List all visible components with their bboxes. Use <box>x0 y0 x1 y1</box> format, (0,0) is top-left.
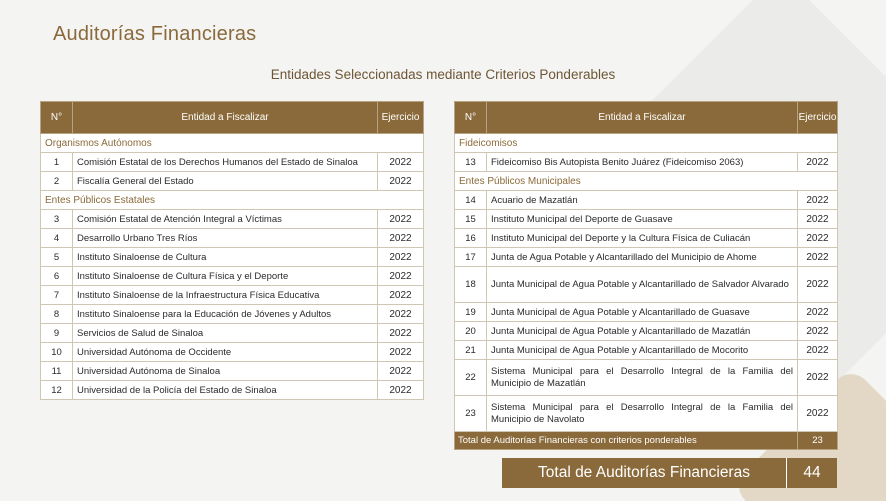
table-row <box>41 362 424 381</box>
fiscal-year: 2022 <box>378 362 424 381</box>
row-number: 21 <box>455 341 487 360</box>
section-row <box>455 134 838 153</box>
page-title: Auditorías Financieras <box>53 23 257 45</box>
grand-total-value: 44 <box>803 464 821 481</box>
grand-total-label: Total de Auditorías Financieras <box>502 458 787 488</box>
fiscal-year: 2022 <box>378 248 424 267</box>
entity-name: Universidad Autónoma de Occidente <box>73 343 378 362</box>
row-number: 3 <box>41 210 73 229</box>
entity-name: Junta Municipal de Agua Potable y Alcantarillado de Salvador Alvarado <box>487 267 798 303</box>
row-number: 15 <box>455 210 487 229</box>
table-row <box>455 229 838 248</box>
table-row <box>41 343 424 362</box>
fiscal-year: 2022 <box>798 191 838 210</box>
fiscal-year: 2022 <box>378 381 424 400</box>
entities-table-left <box>40 101 424 400</box>
section-label: Organismos Autónomos <box>41 134 424 153</box>
entity-name: Acuario de Mazatlán <box>487 191 798 210</box>
header-entity: Entidad a Fiscalizar <box>73 102 378 134</box>
row-number: 22 <box>455 360 487 396</box>
fiscal-year: 2022 <box>378 172 424 191</box>
row-number: 9 <box>41 324 73 343</box>
entity-name: Sistema Municipal para el Desarrollo Integral de la Familia del Municipio de Navolato <box>487 396 798 432</box>
fiscal-year: 2022 <box>378 286 424 305</box>
section-row <box>455 172 838 191</box>
table-header-row <box>455 102 838 134</box>
fiscal-year: 2022 <box>378 343 424 362</box>
table-row <box>41 210 424 229</box>
row-number: 19 <box>455 303 487 322</box>
table-row <box>41 286 424 305</box>
table-row <box>41 153 424 172</box>
table-row <box>41 381 424 400</box>
row-number: 11 <box>41 362 73 381</box>
table-row <box>41 305 424 324</box>
row-number: 18 <box>455 267 487 303</box>
row-number: 4 <box>41 229 73 248</box>
section-label: Entes Públicos Estatales <box>41 191 424 210</box>
entity-name: Instituto Sinaloense de la Infraestructura Física Educativa <box>73 286 378 305</box>
row-number: 20 <box>455 322 487 341</box>
table-row <box>455 267 838 303</box>
fiscal-year: 2022 <box>798 322 838 341</box>
section-label: Fideicomisos <box>455 134 838 153</box>
table-row <box>41 229 424 248</box>
entity-name: Junta Municipal de Agua Potable y Alcantarillado de Mazatlán <box>487 322 798 341</box>
header-no: N° <box>41 102 73 134</box>
entity-name: Fideicomiso Bis Autopista Benito Juárez (Fideicomiso 2063) <box>487 153 798 172</box>
fiscal-year: 2022 <box>378 267 424 286</box>
row-number: 17 <box>455 248 487 267</box>
entity-name: Servicios de Salud de Sinaloa <box>73 324 378 343</box>
entity-name: Sistema Municipal para el Desarrollo Integral de la Familia del Municipio de Mazatlán <box>487 360 798 396</box>
fiscal-year: 2022 <box>798 248 838 267</box>
section-label: Entes Públicos Municipales <box>455 172 838 191</box>
entity-name: Instituto Sinaloense de Cultura Física y el Deporte <box>73 267 378 286</box>
page-subtitle: Entidades Seleccionadas mediante Criterios Ponderables <box>270 67 616 82</box>
entity-name: Comisión Estatal de Atención Integral a Víctimas <box>73 210 378 229</box>
row-number: 1 <box>41 153 73 172</box>
table-row <box>455 322 838 341</box>
fiscal-year: 2022 <box>378 324 424 343</box>
entity-name: Universidad de la Policía del Estado de Sinaloa <box>73 381 378 400</box>
table-row <box>455 396 838 432</box>
fiscal-year: 2022 <box>798 153 838 172</box>
section-row <box>41 191 424 210</box>
fiscal-year: 2022 <box>798 396 838 432</box>
table-row <box>455 153 838 172</box>
row-number: 13 <box>455 153 487 172</box>
header-year: Ejercicio <box>798 102 838 134</box>
row-number: 10 <box>41 343 73 362</box>
entity-name: Instituto Sinaloense para la Educación de Jóvenes y Adultos <box>73 305 378 324</box>
grand-total-box <box>502 458 837 488</box>
fiscal-year: 2022 <box>378 153 424 172</box>
total-value: 23 <box>798 432 838 450</box>
fiscal-year: 2022 <box>798 341 838 360</box>
row-number: 12 <box>41 381 73 400</box>
fiscal-year: 2022 <box>378 210 424 229</box>
entity-name: Junta de Agua Potable y Alcantarillado del Municipio de Ahome <box>487 248 798 267</box>
entity-name: Desarrollo Urbano Tres Ríos <box>73 229 378 248</box>
row-number: 6 <box>41 267 73 286</box>
table-row <box>41 248 424 267</box>
table-row <box>455 191 838 210</box>
fiscal-year: 2022 <box>798 229 838 248</box>
total-row <box>455 432 838 450</box>
header-year: Ejercicio <box>378 102 424 134</box>
entity-name: Instituto Municipal del Deporte y la Cultura Física de Culiacán <box>487 229 798 248</box>
table-row <box>455 210 838 229</box>
fiscal-year: 2022 <box>378 305 424 324</box>
table-row <box>455 248 838 267</box>
entities-table-right <box>454 101 838 450</box>
entity-name: Fiscalía General del Estado <box>73 172 378 191</box>
row-number: 14 <box>455 191 487 210</box>
row-number: 16 <box>455 229 487 248</box>
fiscal-year: 2022 <box>798 210 838 229</box>
fiscal-year: 2022 <box>798 360 838 396</box>
table-row <box>41 172 424 191</box>
table-header-row <box>41 102 424 134</box>
table-row <box>41 324 424 343</box>
total-label: Total de Auditorías Financieras con criterios ponderables <box>455 432 798 450</box>
fiscal-year: 2022 <box>798 267 838 303</box>
header-entity: Entidad a Fiscalizar <box>487 102 798 134</box>
entity-name: Junta Municipal de Agua Potable y Alcantarillado de Guasave <box>487 303 798 322</box>
table-row <box>41 267 424 286</box>
row-number: 23 <box>455 396 487 432</box>
entity-name: Junta Municipal de Agua Potable y Alcantarillado de Mocorito <box>487 341 798 360</box>
row-number: 7 <box>41 286 73 305</box>
entity-name: Instituto Sinaloense de Cultura <box>73 248 378 267</box>
table-row <box>455 341 838 360</box>
table-row <box>455 360 838 396</box>
row-number: 8 <box>41 305 73 324</box>
row-number: 2 <box>41 172 73 191</box>
row-number: 5 <box>41 248 73 267</box>
entity-name: Universidad Autónoma de Sinaloa <box>73 362 378 381</box>
section-row <box>41 134 424 153</box>
table-row <box>455 303 838 322</box>
header-no: N° <box>455 102 487 134</box>
fiscal-year: 2022 <box>378 229 424 248</box>
entity-name: Instituto Municipal del Deporte de Guasave <box>487 210 798 229</box>
fiscal-year: 2022 <box>798 303 838 322</box>
entity-name: Comisión Estatal de los Derechos Humanos del Estado de Sinaloa <box>73 153 378 172</box>
